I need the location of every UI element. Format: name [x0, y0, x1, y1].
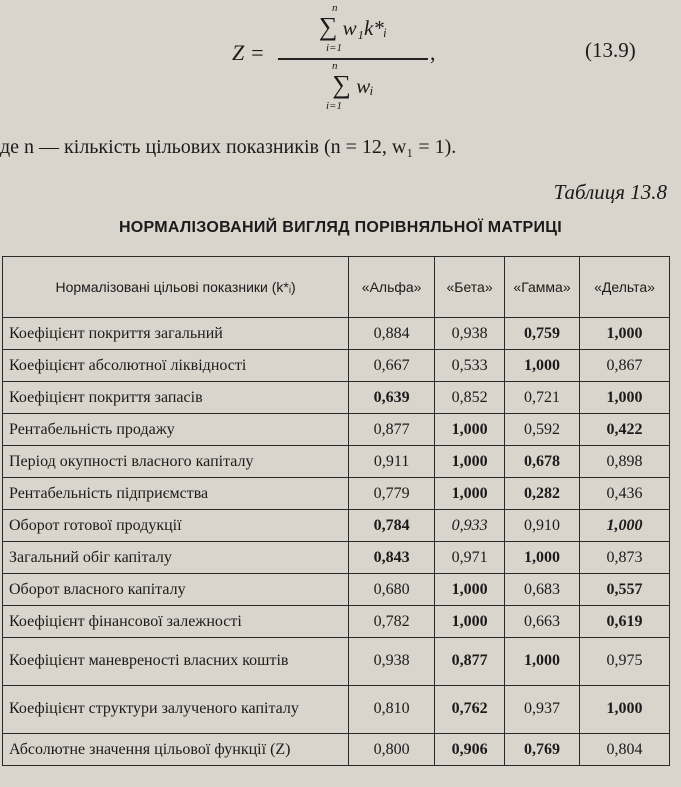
num-lower-limit: i=1: [326, 42, 342, 54]
table-row: [3, 638, 670, 686]
header-alfa: «Альфа»: [349, 257, 435, 318]
row-label: Коефіцієнт маневреності власних коштів: [3, 638, 349, 686]
num-term: w₁k*ᵢ: [342, 16, 388, 40]
numerator: [278, 2, 428, 56]
den-lower-limit: i=1: [326, 99, 342, 112]
table-header-row: [3, 257, 670, 318]
table-caption: Таблиця 13.8: [553, 180, 667, 204]
cell-value: 0,877: [349, 414, 435, 446]
cell-value: 0,938: [349, 638, 435, 686]
cell-value: 1,000: [435, 606, 505, 638]
cell-value: 0,680: [349, 574, 435, 606]
cell-value: 0,667: [349, 350, 435, 382]
row-label: Коефіцієнт покриття запасів: [3, 382, 349, 414]
cell-value: 1,000: [505, 638, 580, 686]
table-row: [3, 350, 670, 382]
cell-value: 0,592: [505, 414, 580, 446]
cell-value: 0,800: [349, 734, 435, 766]
cell-value: 0,877: [435, 638, 505, 686]
num-sigma: ∑: [318, 12, 338, 41]
cell-value: 0,557: [580, 574, 670, 606]
table-row: [3, 574, 670, 606]
cell-value: 0,938: [435, 318, 505, 350]
cell-value: 0,873: [580, 542, 670, 574]
cell-value: 0,910: [505, 510, 580, 542]
row-label: Коефіцієнт структури залученого капіталу: [3, 686, 349, 734]
cell-value: 0,663: [505, 606, 580, 638]
header-indicators: Нормалізовані цільові показники (k*ᵢ): [3, 257, 349, 318]
table-row: [3, 510, 670, 542]
cell-value: 1,000: [435, 414, 505, 446]
cell-value: 0,971: [435, 542, 505, 574]
where-clause: де n — кількість цільових показників (n = 12, w₁ = 1).: [0, 136, 457, 158]
table-row: [3, 446, 670, 478]
formula: [0, 0, 681, 125]
row-label: Рентабельність продажу: [3, 414, 349, 446]
cell-value: 0,810: [349, 686, 435, 734]
table-row: [3, 382, 670, 414]
cell-value: 1,000: [435, 574, 505, 606]
cell-value: 0,721: [505, 382, 580, 414]
row-label: Коефіцієнт абсолютної ліквідності: [3, 350, 349, 382]
header-delta: «Дельта»: [580, 257, 670, 318]
row-label: Абсолютне значення цільової функції (Z): [3, 734, 349, 766]
row-label: Період окупності власного капіталу: [3, 446, 349, 478]
fraction-bar: [278, 58, 428, 60]
cell-value: 1,000: [505, 350, 580, 382]
table-row: [3, 318, 670, 350]
comparison-table: [2, 256, 670, 766]
table-row: [3, 542, 670, 574]
header-gamma: «Гамма»: [505, 257, 580, 318]
cell-value: 0,933: [435, 510, 505, 542]
cell-value: 1,000: [580, 382, 670, 414]
table-row: [3, 734, 670, 766]
den-term: wᵢ: [356, 73, 374, 98]
cell-value: 0,898: [580, 446, 670, 478]
cell-value: 1,000: [435, 446, 505, 478]
cell-value: 0,843: [349, 542, 435, 574]
cell-value: 1,000: [435, 478, 505, 510]
cell-value: 1,000: [505, 542, 580, 574]
cell-value: 0,759: [505, 318, 580, 350]
cell-value: 0,533: [435, 350, 505, 382]
row-label: Загальний обіг капіталу: [3, 542, 349, 574]
table-title: НОРМАЛІЗОВАНИЙ ВИГЛЯД ПОРІВНЯЛЬНОЇ МАТРИЦІ: [118, 219, 563, 236]
cell-value: 0,867: [580, 350, 670, 382]
cell-value: 0,769: [505, 734, 580, 766]
den-sigma: ∑: [332, 69, 351, 99]
table-row: [3, 478, 670, 510]
cell-value: 1,000: [580, 686, 670, 734]
cell-value: 0,678: [505, 446, 580, 478]
cell-value: 0,683: [505, 574, 580, 606]
cell-value: 0,639: [349, 382, 435, 414]
cell-value: 0,975: [580, 638, 670, 686]
cell-value: 0,937: [505, 686, 580, 734]
row-label: Коефіцієнт фінансової залежності: [3, 606, 349, 638]
formula-lhs: Z =: [232, 40, 265, 65]
table-row: [3, 606, 670, 638]
cell-value: 0,619: [580, 606, 670, 638]
denominator: [278, 59, 428, 112]
cell-value: 1,000: [580, 318, 670, 350]
table-row: [3, 414, 670, 446]
cell-value: 0,852: [435, 382, 505, 414]
cell-value: 0,436: [580, 478, 670, 510]
row-label: Коефіцієнт покриття загальний: [3, 318, 349, 350]
row-label: Оборот власного капіталу: [3, 574, 349, 606]
row-label: Рентабельність підприємства: [3, 478, 349, 510]
cell-value: 0,779: [349, 478, 435, 510]
cell-value: 0,422: [580, 414, 670, 446]
table-row: [3, 686, 670, 734]
cell-value: 0,906: [435, 734, 505, 766]
cell-value: 1,000: [580, 510, 670, 542]
fraction: [278, 2, 428, 112]
row-label: Оборот готової продукції: [3, 510, 349, 542]
num-upper-limit: n: [332, 2, 338, 14]
equation-number: (13.9): [585, 38, 636, 62]
header-beta: «Бета»: [435, 257, 505, 318]
cell-value: 0,782: [349, 606, 435, 638]
cell-value: 0,784: [349, 510, 435, 542]
formula-comma: ,: [430, 40, 436, 65]
den-upper-limit: n: [332, 59, 338, 72]
cell-value: 0,762: [435, 686, 505, 734]
cell-value: 0,911: [349, 446, 435, 478]
cell-value: 0,282: [505, 478, 580, 510]
cell-value: 0,804: [580, 734, 670, 766]
cell-value: 0,884: [349, 318, 435, 350]
